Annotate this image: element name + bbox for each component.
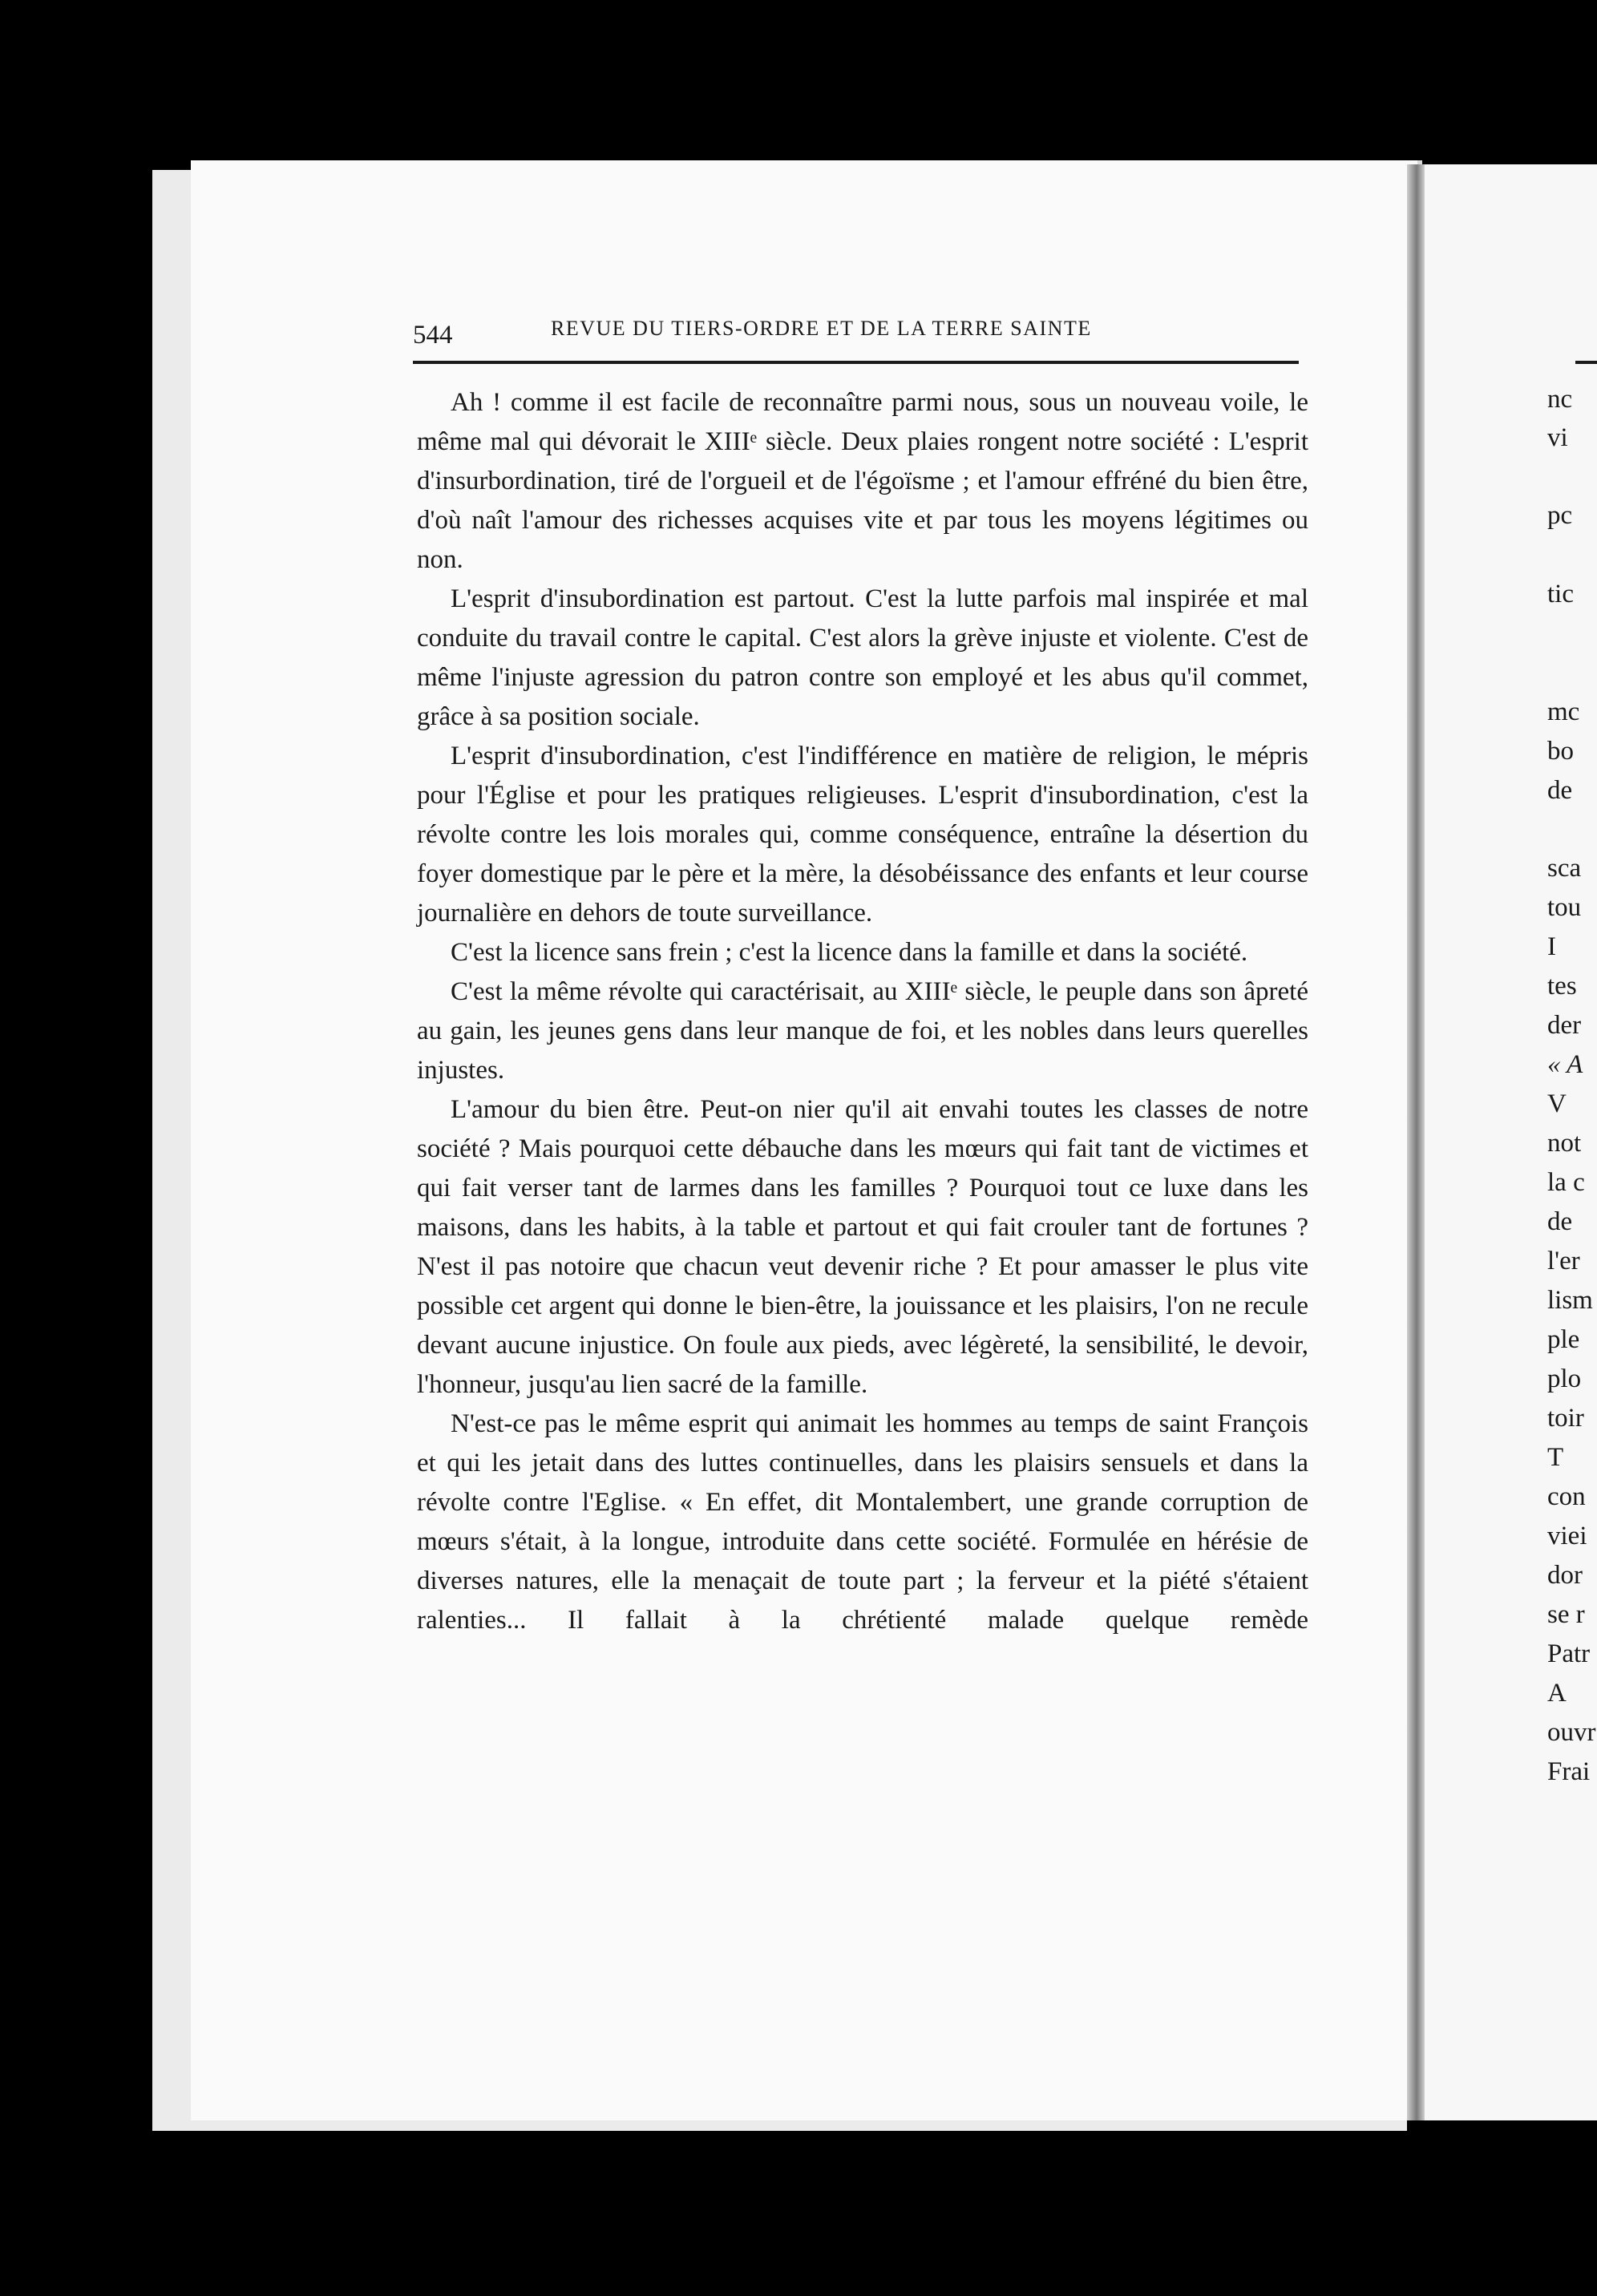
right-fragment: lism <box>1547 1286 1593 1315</box>
paragraph: N'est-ce pas le même esprit qui animait les hommes au temps de saint François et qui les jetait dans des luttes continuelles, dans les plaisirs sensuels et dans la révolte contre l'Eglise. « En effet, dit Montalembert, une grande corruption de mœurs s'était, à la longue, introduite dans cette société. Formulée en hérésie de diverses natures, elle la menaçait de toute part ; la ferveur et la piété s'étaient ralenties... Il fallait à la chrétienté malade quelque remède <box>417 1409 1308 1635</box>
right-fragment: V <box>1547 1089 1567 1118</box>
right-fragment: ouvr <box>1547 1718 1596 1747</box>
right-fragment: toir <box>1547 1404 1584 1433</box>
right-fragment: A <box>1547 1679 1567 1708</box>
right-fragment: nc <box>1547 385 1573 414</box>
right-fragment: se r <box>1547 1600 1585 1629</box>
right-fragment: T <box>1547 1443 1564 1472</box>
right-fragment: de <box>1547 776 1573 805</box>
right-fragment: la c <box>1547 1168 1585 1197</box>
right-fragment: ple <box>1547 1325 1580 1354</box>
right-fragment: « A <box>1547 1050 1583 1079</box>
page-number: 544 <box>413 321 453 350</box>
book-spine <box>1407 164 1425 2120</box>
right-fragment: der <box>1547 1011 1582 1040</box>
paragraph: Ah ! comme il est facile de reconnaître parmi nous, sous un nouveau voile, le même mal qui dévorait le XIIIᵉ siècle. Deux plaies rongent notre société : L'esprit d'insurbordination, tiré de l'orgueil et de l'égoïsme ; et l'amour effréné du bien être, d'où naît l'amour des richesses acquises vite et par tous les moyens légitimes ou non. <box>417 388 1308 574</box>
right-fragment: Frai <box>1547 1757 1591 1786</box>
right-fragment: viei <box>1547 1522 1587 1550</box>
right-fragment: sca <box>1547 854 1582 883</box>
right-fragment: not <box>1547 1129 1582 1158</box>
right-fragment: bo <box>1547 737 1574 766</box>
paragraph: L'esprit d'insubordination, c'est l'indifférence en matière de religion, le mépris pour l'Église et pour les pratiques religieuses. L'esprit d'insubordination, c'est la révolte contre les lois morales qui, comme conséquence, entraîne la désertion du foyer domestique par le père et la mère, la désobéissance des enfants et leur course journalière en dehors de toute surveillance. <box>417 742 1308 928</box>
right-fragment: tic <box>1547 580 1574 608</box>
paragraph: L'amour du bien être. Peut-on nier qu'il ait envahi toutes les classes de notre société ? Mais pourquoi cette débauche dans les mœurs qui fait tant de victimes et qui fait verser tant de larmes dans les familles ? Pourquoi tout ce luxe dans les maisons, dans les habits, à la table et partout et qui fait crouler tant de fortunes ? N'est il pas notoire que chacun veut devenir riche ? Et pour amasser le plus vite possible cet argent qui donne le bien-être, la jouissance et les plaisirs, l'on ne recule devant aucune injustice. On foule aux pieds, avec légèreté, la sensibilité, le devoir, l'honneur, jusqu'au lien sacré de la famille. <box>417 1095 1308 1399</box>
right-fragment: pc <box>1547 501 1573 530</box>
right-fragment: mc <box>1547 697 1580 726</box>
right-fragment: I <box>1547 932 1556 961</box>
paragraph: C'est la même révolte qui caractérisait, au XIIIᵉ siècle, le peuple dans son âpreté au gain, les jeunes gens dans leur manque de foi, et les nobles dans leurs querelles injustes. <box>417 977 1308 1085</box>
right-fragment: tou <box>1547 893 1582 922</box>
right-fragment: con <box>1547 1482 1586 1511</box>
paragraph: L'esprit d'insubordination est partout. C'est la lutte parfois mal inspirée et mal conduite du travail contre le capital. C'est alors la grève injuste et violente. C'est de même l'injuste agression du patron contre son employé et les abus qu'il commet, grâce à sa position sociale. <box>417 584 1308 731</box>
right-fragment: de <box>1547 1207 1573 1236</box>
right-fragment: l'er <box>1547 1247 1580 1275</box>
right-fragment: dor <box>1547 1561 1583 1590</box>
body-text <box>417 383 1308 1640</box>
header-rule <box>413 361 1299 364</box>
right-fragment: vi <box>1547 423 1568 452</box>
running-header <box>413 313 1299 361</box>
right-fragment: Patr <box>1547 1639 1591 1668</box>
right-fragment: tes <box>1547 972 1577 1000</box>
right-fragment: plo <box>1547 1364 1582 1393</box>
right-page-header-rule <box>1575 361 1597 364</box>
running-title: REVUE DU TIERS-ORDRE ET DE LA TERRE SAINTE <box>551 317 1092 340</box>
paragraph: C'est la licence sans frein ; c'est la licence dans la famille et dans la société. <box>451 938 1248 967</box>
